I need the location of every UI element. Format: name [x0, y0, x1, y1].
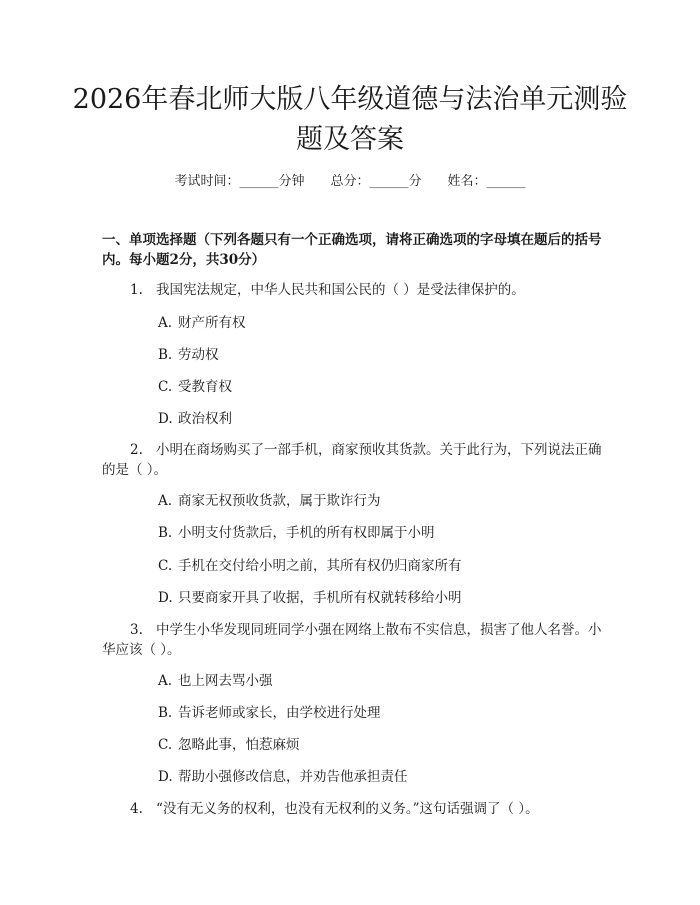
question-text: 中学生小华发现同班同学小强在网络上散布不实信息，损害了他人名誉。小华应该（ ）。	[102, 622, 602, 658]
option-text: 劳动权	[178, 347, 219, 363]
option-text: 手机在交付给小明之前，其所有权仍归商家所有	[178, 558, 462, 574]
option-2b	[158, 523, 435, 543]
option-3b	[158, 703, 381, 723]
option-letter: A.	[158, 493, 173, 509]
question-text: “没有无义务的权利，也没有无权利的义务。”这句话强调了（ ）。	[156, 801, 539, 817]
question-text: 我国宪法规定，中华人民共和国公民的（ ）是受法律保护的。	[156, 282, 525, 298]
option-text: 商家无权预收货款，属于欺诈行为	[178, 493, 381, 509]
question-number: 2.	[130, 442, 143, 458]
option-1a	[158, 313, 246, 333]
option-1d	[158, 409, 232, 429]
option-2c	[158, 556, 462, 576]
option-text: 告诉老师或家长，由学校进行处理	[178, 705, 381, 721]
option-text: 小明支付货款后，手机的所有权即属于小明	[178, 525, 435, 541]
question-text: 小明在商场购买了一部手机，商家预收其货款。关于此行为，下列说法正确的是（ ）。	[102, 442, 602, 478]
option-text: 只要商家开具了收据，手机所有权就转移给小明	[178, 590, 462, 606]
option-letter: A.	[158, 315, 173, 331]
option-letter: D.	[158, 411, 173, 427]
option-3d	[158, 767, 408, 787]
option-text: 政治权利	[178, 411, 232, 427]
option-2d	[158, 588, 462, 608]
option-letter: B.	[158, 347, 173, 363]
option-letter: B.	[158, 705, 173, 721]
student-name-label: 姓名：______	[447, 174, 526, 189]
option-letter: C.	[158, 737, 173, 753]
question-number: 3.	[130, 622, 143, 638]
option-text: 忽略此事，怕惹麻烦	[178, 737, 300, 753]
option-2a	[158, 491, 381, 511]
question-4	[102, 799, 602, 819]
option-letter: A.	[158, 673, 173, 689]
question-number: 1.	[130, 282, 143, 298]
option-letter: D.	[158, 769, 173, 785]
question-number: 4.	[130, 801, 143, 817]
option-text: 财产所有权	[178, 315, 246, 331]
option-3a	[158, 671, 273, 691]
option-letter: C.	[158, 379, 173, 395]
option-letter: B.	[158, 525, 173, 541]
question-2	[102, 440, 602, 480]
exam-time-label: 考试时间：______分钟	[174, 174, 305, 189]
question-3	[102, 620, 602, 660]
option-3c	[158, 735, 300, 755]
page-title: 2026年春北师大版八年级道德与法治单元测验题及答案	[72, 84, 628, 155]
option-1c	[158, 377, 232, 397]
question-1	[102, 280, 602, 300]
option-text: 也上网去骂小强	[178, 673, 273, 689]
option-letter: D.	[158, 590, 173, 606]
total-score-label: 总分：______分	[330, 174, 422, 189]
option-text: 受教育权	[178, 379, 232, 395]
exam-info-line	[0, 170, 700, 189]
option-text: 帮助小强修改信息，并劝告他承担责任	[178, 769, 408, 785]
section-heading: 一、单项选择题（下列各题只有一个正确选项，请将正确选项的字母填在题后的括号内。每小题2分，共30分）	[102, 232, 602, 268]
option-letter: C.	[158, 558, 173, 574]
option-1b	[158, 345, 219, 365]
